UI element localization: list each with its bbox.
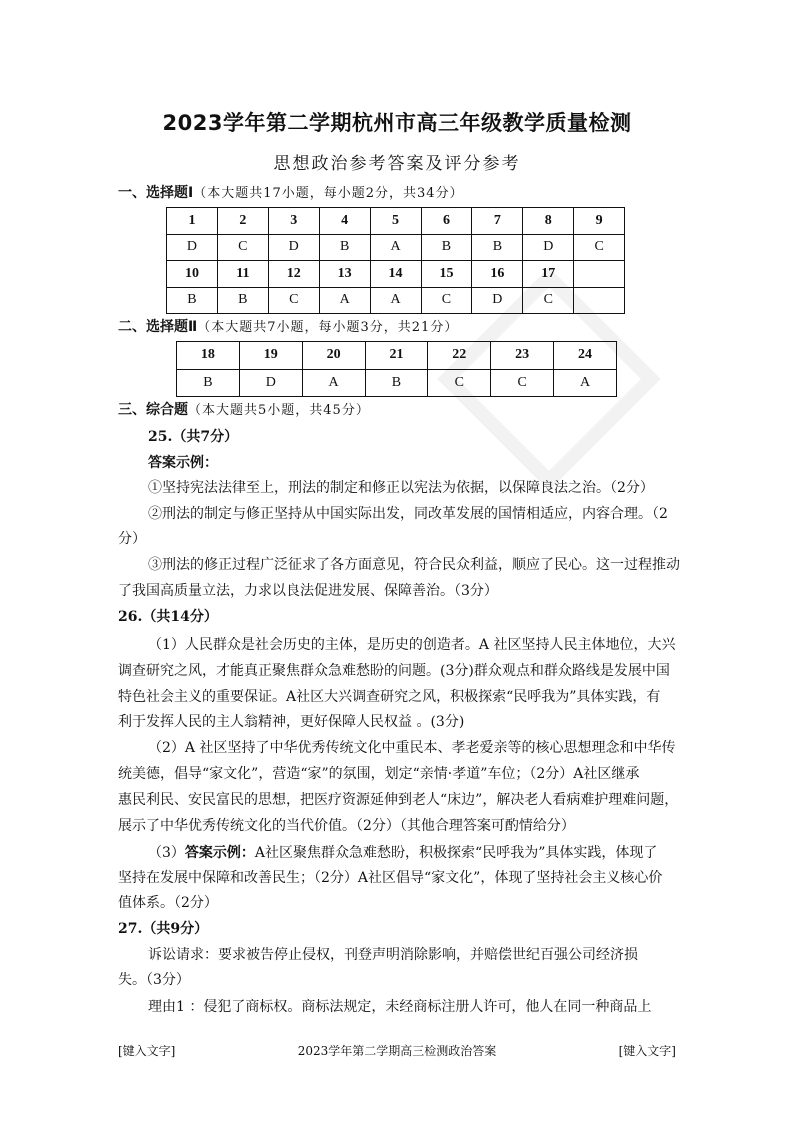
- table-cell: D: [523, 234, 574, 261]
- table-row: [167, 261, 625, 288]
- table-row: [177, 369, 617, 397]
- q26-line: 展示了中华优秀传统文化的当代价值。（2分）（其他合理答案可酌情给分）: [118, 818, 575, 834]
- table-cell: 12: [268, 261, 319, 288]
- table-cell: C: [523, 287, 574, 314]
- q25-title: 25.（共7分）: [148, 429, 239, 445]
- table-cell: C: [428, 369, 491, 397]
- table-cell: 13: [319, 261, 370, 288]
- line-text: A社区聚焦群众急难愁盼，积极探索“民呼我为”具体实践，体现了: [254, 845, 658, 861]
- example-label: 答案示例：: [184, 845, 255, 861]
- q26-line: 值体系。（2分）: [118, 895, 218, 911]
- table-cell: 20: [302, 342, 365, 370]
- section-title: 二、选择题Ⅱ: [118, 319, 198, 335]
- q25-line: 分）: [118, 531, 146, 547]
- table-cell: B: [177, 369, 240, 397]
- section-title: 三、综合题: [118, 402, 188, 418]
- table-row: [167, 287, 625, 314]
- q26-line: （2）A 社区坚持了中华优秀传统文化中重民本、孝老爱亲等的核心思想理念和中华传: [148, 740, 676, 756]
- table-cell: 6: [421, 208, 472, 235]
- table-cell: 22: [428, 342, 491, 370]
- table-cell: B: [319, 234, 370, 261]
- q27-line: 失。（3分）: [118, 972, 190, 988]
- table-cell: 24: [554, 342, 617, 370]
- table-cell: [574, 287, 625, 314]
- section-note: （本大题共17小题，每小题2分，共34分）: [193, 186, 464, 201]
- table-cell: D: [472, 287, 523, 314]
- table-cell: C: [574, 234, 625, 261]
- q26-title: 26.（共14分）: [118, 609, 218, 625]
- table-cell: 19: [239, 342, 302, 370]
- section1-heading: [118, 184, 464, 203]
- table-row: [167, 234, 625, 261]
- table-cell: 14: [370, 261, 421, 288]
- table-cell: C: [268, 287, 319, 314]
- answer-table-1: [166, 207, 625, 314]
- table-cell: 15: [421, 261, 472, 288]
- table-cell: 11: [217, 261, 268, 288]
- section-note: （本大题共5小题，共45分）: [188, 403, 370, 418]
- q27-title: 27.（共9分）: [118, 921, 209, 937]
- table-cell: [574, 261, 625, 288]
- q26-line: 调查研究之风，才能真正聚焦群众急难愁盼的问题。(3分)群众观点和群众路线是发展中国: [118, 663, 670, 679]
- q26-line: 惠民利民、安民富民的思想，把医疗资源延伸到老人“床边”，解决老人看病难护理难问题，: [118, 792, 679, 808]
- q25-line: ③刑法的修正过程广泛征求了各方面意见，符合民众利益，顺应了民心。这一过程推动: [148, 557, 680, 573]
- table-cell: B: [472, 234, 523, 261]
- table-cell: 21: [365, 342, 428, 370]
- table-cell: 18: [177, 342, 240, 370]
- table-cell: 17: [523, 261, 574, 288]
- q26-line: 统美德，倡导“家文化”，营造“家”的氛围，划定“亲情·孝道”车位；（2分）A社区继承: [118, 766, 640, 782]
- q25-example-label: 答案示例：: [148, 455, 218, 471]
- table-cell: C: [217, 234, 268, 261]
- table-cell: 8: [523, 208, 574, 235]
- table-cell: D: [167, 234, 218, 261]
- table-cell: C: [421, 287, 472, 314]
- table-cell: 7: [472, 208, 523, 235]
- table-cell: B: [217, 287, 268, 314]
- table-cell: B: [167, 287, 218, 314]
- table-cell: D: [239, 369, 302, 397]
- q26-line: （1）人民群众是社会历史的主体，是历史的创造者。A 社区坚持人民主体地位，大兴: [148, 637, 676, 653]
- table-cell: A: [319, 287, 370, 314]
- table-cell: 4: [319, 208, 370, 235]
- table-cell: B: [421, 234, 472, 261]
- part-number: （3）: [148, 845, 185, 861]
- table-cell: 3: [268, 208, 319, 235]
- table-cell: 9: [574, 208, 625, 235]
- q26-line: 特色社会主义的重要保证。A社区大兴调查研究之风，积极探索“民呼我为”具体实践，有: [118, 689, 661, 705]
- q25-line: 了我国高质量立法，力求以良法促进发展、保障善治。（3分）: [118, 583, 498, 599]
- q27-line: 诉讼请求：要求被告停止侵权，刊登声明消除影响，并赔偿世纪百强公司经济损: [148, 947, 638, 963]
- page-title: 2023学年第二学期杭州市高三年级教学质量检测: [162, 111, 632, 135]
- table-row: [177, 342, 617, 370]
- q27-line: 理由1 ：侵犯了商标权。商标法规定，未经商标注册人许可，他人在同一种商品上: [148, 999, 652, 1015]
- section-note: （本大题共7小题，每小题3分，共21分）: [197, 320, 459, 335]
- q26-line: 坚持在发展中保障和改善民生；（2分）A社区倡导“家文化”，体现了坚持社会主义核心价: [118, 870, 663, 886]
- table-cell: A: [302, 369, 365, 397]
- footer-left: [键入文字]: [118, 1044, 176, 1058]
- q26-line: 利于发挥人民的主人翁精神，更好保障人民权益 。(3分): [118, 714, 465, 730]
- page-subtitle: 思想政治参考答案及评分参考: [273, 154, 521, 174]
- answer-table-2: [176, 341, 617, 397]
- footer-center: 2023学年第二学期高三检测政治答案: [297, 1044, 497, 1058]
- table-cell: D: [268, 234, 319, 261]
- section3-heading: [118, 401, 370, 420]
- section2-heading: [118, 318, 458, 337]
- section-title: 一、选择题Ⅰ: [118, 185, 194, 201]
- q25-line: ①坚持宪法法律至上，刑法的制定和修正以宪法为依据，以保障良法之治。（2分）: [148, 480, 654, 496]
- table-cell: A: [370, 234, 421, 261]
- table-cell: 5: [370, 208, 421, 235]
- table-cell: 23: [491, 342, 554, 370]
- table-cell: A: [370, 287, 421, 314]
- table-cell: C: [491, 369, 554, 397]
- table-cell: A: [554, 369, 617, 397]
- footer-right: [键入文字]: [618, 1044, 676, 1058]
- q26-part3-line: [148, 844, 657, 862]
- table-cell: 16: [472, 261, 523, 288]
- table-cell: 2: [217, 208, 268, 235]
- table-cell: 1: [167, 208, 218, 235]
- table-row: [167, 208, 625, 235]
- table-cell: 10: [167, 261, 218, 288]
- q25-line: ②刑法的制定与修正坚持从中国实际出发，同改革发展的国情相适应，内容合理。（2: [148, 506, 668, 522]
- table-cell: B: [365, 369, 428, 397]
